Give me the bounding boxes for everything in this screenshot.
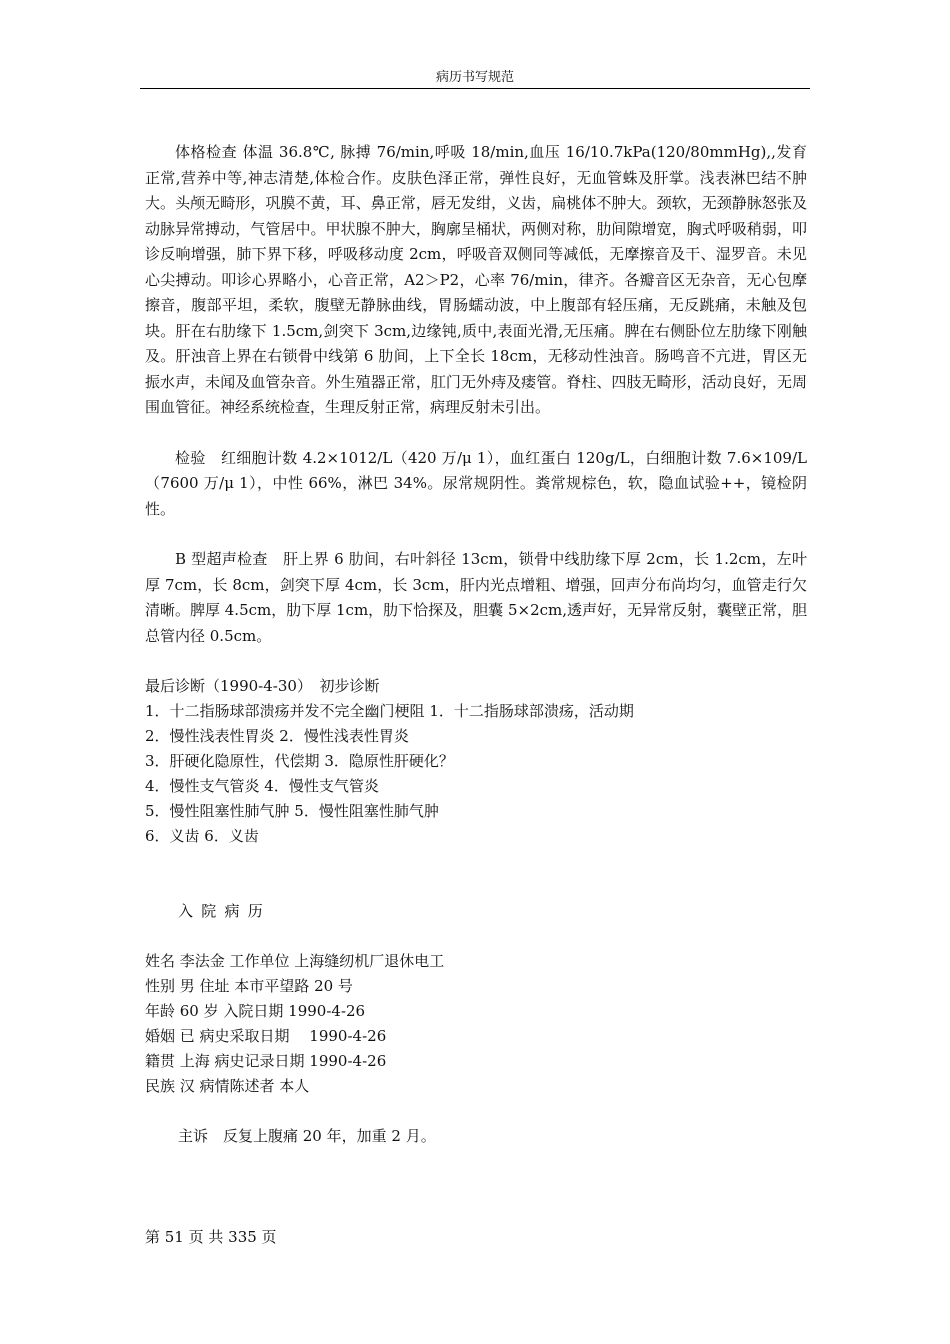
physical-exam-text: 体温 36.8℃, 脉搏 76/min,呼吸 18/min,血压 16/10.7kPa(120/80mmHg),,发育正常,营养中等,神志清楚,体检合作。皮肤色泽正常，弹性良好，无血管蛛及肝掌。浅表淋巴结不肿大。头颅无畸形，巩膜不黄，耳、鼻正常，唇无发绀，义齿，扁桃体不肿大。颈软，无颈静脉怒张及动脉异常搏动，气管居中。甲状腺不肿大，胸廓呈桶状，两侧对称，肋间隙增宽，胸式呼吸稍弱，叩诊反响增强，肺下界下移，呼吸移动度 2cm，呼吸音双侧同等减低，无摩擦音及干、湿罗音。未见心尖搏动。叩诊心界略小，心音正常，A2＞P2，心率 76/min，律齐。各瓣音区无杂音，无心包摩擦音，腹部平坦，柔软，腹壁无静脉曲线，胃肠蠕动波，中上腹部有轻压痛，无反跳痛，未触及包块。肝在右肋缘下 1.5cm,剑突下 3cm,边缘钝,质中,表面光滑,无压痛。脾在右侧卧位左肋缘下刚触及。肝浊音上界在右锁骨中线第 6 肋间，上下全长 18cm，无移动性浊音。肠鸣音不亢进，胃区无振水声，未闻及血管杂音。外生殖器正常，肛门无外痔及瘘管。脊柱、四肢无畸形，活动良好，无周围血管征。神经系统检查，生理反射正常，病理反射未引出。 [145,143,807,416]
diagnosis-item: 6．义齿 6．义齿 [145,827,259,845]
lab-test-lead: 检验 [175,448,206,467]
ultrasound-paragraph [145,547,807,649]
chief-complaint: 主诉 反复上腹痛 20 年，加重 2 月。 [178,1127,436,1145]
admission-field: 民族 汉 病情陈述者 本人 [145,1077,310,1095]
admission-field: 性别 男 住址 本市平望路 20 号 [145,977,353,995]
diagnosis-heading: 最后诊断（1990-4-30） 初步诊断 [145,677,380,695]
admission-field: 婚姻 已 病史采取日期 1990-4-26 [145,1027,387,1045]
admission-field: 年龄 60 岁 入院日期 1990-4-26 [145,1002,366,1020]
page-header-title: 病历书写规范 [435,70,514,85]
page-number: 第 51 页 共 335 页 [145,1228,277,1246]
ultrasound-text: 肝上界 6 肋间，右叶斜径 13cm，锁骨中线肋缘下厚 2cm，长 1.2cm，左叶厚 7cm，长 8cm，剑突下厚 4cm，长 3cm，肝内光点增粗、增强，回声分布尚均匀，血管走行欠清晰。脾厚 4.5cm，肋下厚 1cm，肋下恰探及，胆囊 5×2cm,透声好，无异常反射，囊壁正常，胆总管内径 0.5cm。 [145,550,808,645]
admission-record-title: 入院病历 [178,902,272,920]
header-divider [140,88,810,89]
diagnosis-item: 5．慢性阻塞性肺气肿 5．慢性阻塞性肺气肿 [145,802,439,820]
admission-field: 姓名 李法金 工作单位 上海缝纫机厂退休电工 [145,952,445,970]
physical-exam-lead: 体格检查 [175,143,238,161]
lab-test-text: 红细胞计数 4.2×1012/L（420 万/μ 1），血红蛋白 120g/L，白细胞计数 7.6×109/L（7600 万/μ 1），中性 66%，淋巴 34%。尿常规阴性。粪常规棕色，软，隐血试验++，镜检阴性。 [145,448,807,518]
diagnosis-item: 1．十二指肠球部溃疡并发不完全幽门梗阻 1．十二指肠球部溃疡，活动期 [145,702,634,720]
physical-exam-paragraph [145,140,807,421]
diagnosis-item: 2．慢性浅表性胃炎 2．慢性浅表性胃炎 [145,727,409,745]
ultrasound-lead: B 型超声检查 [175,550,268,568]
diagnosis-item: 4．慢性支气管炎 4．慢性支气管炎 [145,777,379,795]
admission-field: 籍贯 上海 病史记录日期 1990-4-26 [145,1052,387,1070]
lab-test-paragraph [145,446,807,523]
document-body [145,140,807,1149]
diagnosis-item: 3．肝硬化隐原性，代偿期 3．隐原性肝硬化？ [145,752,454,770]
